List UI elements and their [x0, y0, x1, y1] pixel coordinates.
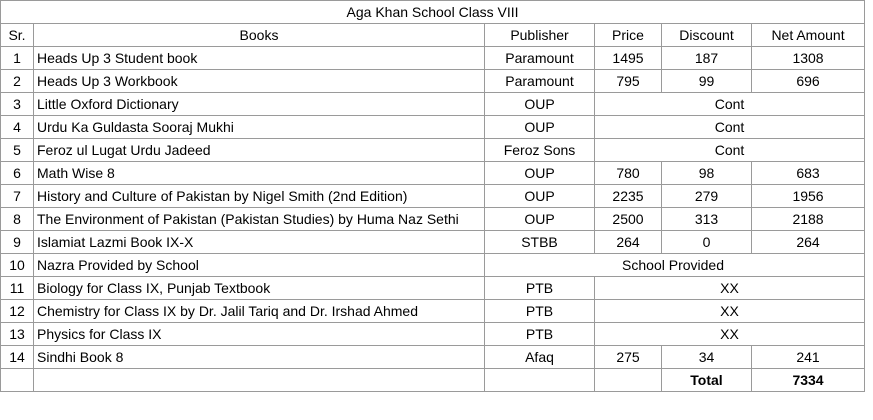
cell-price[interactable]: 2500: [595, 208, 662, 231]
cell-book[interactable]: Islamiat Lazmi Book IX-X: [34, 231, 485, 254]
cell-sr[interactable]: 10: [1, 254, 34, 277]
cell-sr[interactable]: 1: [1, 47, 34, 70]
header-price[interactable]: Price: [595, 24, 662, 47]
header-books[interactable]: Books: [34, 24, 485, 47]
cell-net-amount[interactable]: 2188: [752, 208, 865, 231]
cell-discount[interactable]: 279: [662, 185, 752, 208]
cell-net-amount[interactable]: 1956: [752, 185, 865, 208]
cell-price[interactable]: 264: [595, 231, 662, 254]
table-row: [1, 93, 865, 116]
header-discount[interactable]: Discount: [662, 24, 752, 47]
table-row: [1, 208, 865, 231]
cell-publisher[interactable]: Paramount: [485, 70, 595, 93]
cell-price[interactable]: 275: [595, 346, 662, 369]
cell-note[interactable]: Cont: [595, 93, 865, 116]
cell-discount[interactable]: 0: [662, 231, 752, 254]
cell-sr[interactable]: 7: [1, 185, 34, 208]
cell-book[interactable]: Biology for Class IX, Punjab Textbook: [34, 277, 485, 300]
table-row: [1, 70, 865, 93]
total-value[interactable]: 7334: [752, 369, 865, 392]
table-row: [1, 346, 865, 369]
cell-publisher[interactable]: OUP: [485, 116, 595, 139]
cell-empty[interactable]: [1, 369, 34, 392]
cell-note[interactable]: XX: [595, 277, 865, 300]
cell-sr[interactable]: 11: [1, 277, 34, 300]
cell-sr[interactable]: 13: [1, 323, 34, 346]
cell-note[interactable]: XX: [595, 300, 865, 323]
cell-note[interactable]: XX: [595, 323, 865, 346]
cell-empty[interactable]: [595, 369, 662, 392]
table-row: [1, 254, 865, 277]
cell-note[interactable]: Cont: [595, 116, 865, 139]
cell-book[interactable]: Sindhi Book 8: [34, 346, 485, 369]
table-row: [1, 47, 865, 70]
cell-net-amount[interactable]: 1308: [752, 47, 865, 70]
cell-discount[interactable]: 34: [662, 346, 752, 369]
cell-sr[interactable]: 5: [1, 139, 34, 162]
cell-book[interactable]: Physics for Class IX: [34, 323, 485, 346]
header-sr[interactable]: Sr.: [1, 24, 34, 47]
cell-sr[interactable]: 4: [1, 116, 34, 139]
cell-net-amount[interactable]: 696: [752, 70, 865, 93]
cell-discount[interactable]: 187: [662, 47, 752, 70]
cell-sr[interactable]: 12: [1, 300, 34, 323]
cell-book[interactable]: Little Oxford Dictionary: [34, 93, 485, 116]
table-row: [1, 323, 865, 346]
cell-publisher[interactable]: OUP: [485, 162, 595, 185]
cell-price[interactable]: 780: [595, 162, 662, 185]
cell-sr[interactable]: 8: [1, 208, 34, 231]
cell-book[interactable]: The Environment of Pakistan (Pakistan Studies) by Huma Naz Sethi: [34, 208, 485, 231]
cell-publisher[interactable]: OUP: [485, 93, 595, 116]
cell-publisher[interactable]: OUP: [485, 185, 595, 208]
cell-sr[interactable]: 2: [1, 70, 34, 93]
cell-price[interactable]: 2235: [595, 185, 662, 208]
cell-publisher[interactable]: PTB: [485, 300, 595, 323]
table-row: [1, 300, 865, 323]
cell-book[interactable]: History and Culture of Pakistan by Nigel Smith (2nd Edition): [34, 185, 485, 208]
cell-sr[interactable]: 9: [1, 231, 34, 254]
cell-net-amount[interactable]: 241: [752, 346, 865, 369]
cell-publisher[interactable]: Paramount: [485, 47, 595, 70]
table-row: [1, 231, 865, 254]
table-row: [1, 277, 865, 300]
cell-price[interactable]: 795: [595, 70, 662, 93]
cell-empty[interactable]: [34, 369, 485, 392]
cell-publisher[interactable]: STBB: [485, 231, 595, 254]
total-row: [1, 369, 865, 392]
cell-empty[interactable]: [485, 369, 595, 392]
cell-publisher[interactable]: PTB: [485, 323, 595, 346]
cell-book[interactable]: Heads Up 3 Workbook: [34, 70, 485, 93]
header-publisher[interactable]: Publisher: [485, 24, 595, 47]
cell-book[interactable]: Nazra Provided by School: [34, 254, 485, 277]
cell-sr[interactable]: 14: [1, 346, 34, 369]
cell-book[interactable]: Feroz ul Lugat Urdu Jadeed: [34, 139, 485, 162]
cell-book[interactable]: Math Wise 8: [34, 162, 485, 185]
table-row: [1, 139, 865, 162]
cell-sr[interactable]: 3: [1, 93, 34, 116]
cell-publisher[interactable]: PTB: [485, 277, 595, 300]
cell-publisher[interactable]: OUP: [485, 208, 595, 231]
table-row: [1, 116, 865, 139]
cell-note[interactable]: Cont: [595, 139, 865, 162]
header-net-amount[interactable]: Net Amount: [752, 24, 865, 47]
cell-net-amount[interactable]: 683: [752, 162, 865, 185]
cell-discount[interactable]: 98: [662, 162, 752, 185]
cell-price[interactable]: 1495: [595, 47, 662, 70]
cell-discount[interactable]: 313: [662, 208, 752, 231]
cell-net-amount[interactable]: 264: [752, 231, 865, 254]
cell-publisher[interactable]: Feroz Sons: [485, 139, 595, 162]
cell-book[interactable]: Urdu Ka Guldasta Sooraj Mukhi: [34, 116, 485, 139]
cell-publisher[interactable]: Afaq: [485, 346, 595, 369]
cell-book[interactable]: Heads Up 3 Student book: [34, 47, 485, 70]
header-row: [1, 24, 865, 47]
title-row: [1, 1, 865, 24]
cell-book[interactable]: Chemistry for Class IX by Dr. Jalil Tariq and Dr. Irshad Ahmed: [34, 300, 485, 323]
cell-discount[interactable]: 99: [662, 70, 752, 93]
sheet-title[interactable]: Aga Khan School Class VIII: [1, 1, 865, 24]
total-label[interactable]: Total: [662, 369, 752, 392]
cell-note[interactable]: School Provided: [485, 254, 865, 277]
cell-sr[interactable]: 6: [1, 162, 34, 185]
table-row: [1, 185, 865, 208]
table-row: [1, 162, 865, 185]
